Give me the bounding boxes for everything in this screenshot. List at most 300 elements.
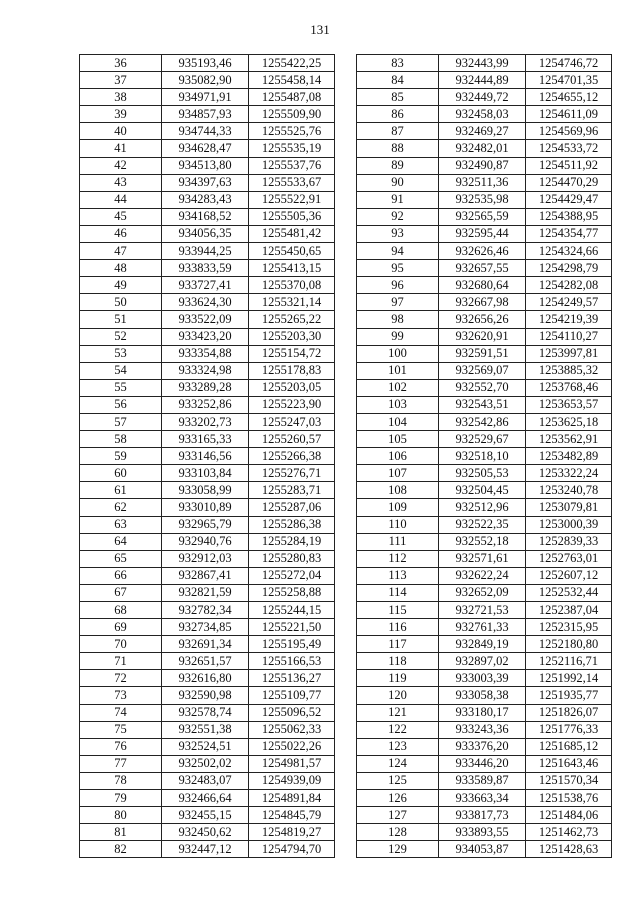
y-coordinate-cell: 1255505,36 xyxy=(249,208,335,225)
table-row xyxy=(80,106,335,123)
point-number-cell: 91 xyxy=(357,191,439,208)
point-number-cell: 61 xyxy=(80,482,162,499)
x-coordinate-cell: 934056,35 xyxy=(162,225,249,242)
point-number-cell: 67 xyxy=(80,584,162,601)
table-row xyxy=(80,311,335,328)
table-row xyxy=(357,550,612,567)
x-coordinate-cell: 934971,91 xyxy=(162,89,249,106)
y-coordinate-cell: 1255022,26 xyxy=(249,738,335,755)
x-coordinate-cell: 932511,36 xyxy=(439,174,526,191)
point-number-cell: 51 xyxy=(80,311,162,328)
point-number-cell: 108 xyxy=(357,482,439,499)
x-coordinate-cell: 932590,98 xyxy=(162,687,249,704)
x-coordinate-cell: 932616,80 xyxy=(162,670,249,687)
y-coordinate-cell: 1253079,81 xyxy=(526,499,612,516)
point-number-cell: 113 xyxy=(357,567,439,584)
y-coordinate-cell: 1252387,04 xyxy=(526,602,612,619)
x-coordinate-cell: 934283,43 xyxy=(162,191,249,208)
point-number-cell: 110 xyxy=(357,516,439,533)
table-row xyxy=(80,260,335,277)
table-row xyxy=(80,704,335,721)
x-coordinate-cell: 932505,53 xyxy=(439,465,526,482)
x-coordinate-cell: 932620,91 xyxy=(439,328,526,345)
table-row xyxy=(80,277,335,294)
x-coordinate-cell: 932569,07 xyxy=(439,362,526,379)
table-row xyxy=(80,396,335,413)
x-coordinate-cell: 933423,20 xyxy=(162,328,249,345)
y-coordinate-cell: 1255062,33 xyxy=(249,721,335,738)
point-number-cell: 103 xyxy=(357,396,439,413)
y-coordinate-cell: 1251428,63 xyxy=(526,841,612,858)
y-coordinate-cell: 1251826,07 xyxy=(526,704,612,721)
x-coordinate-cell: 933589,87 xyxy=(439,772,526,789)
x-coordinate-cell: 932524,51 xyxy=(162,738,249,755)
table-row xyxy=(357,807,612,824)
y-coordinate-cell: 1255260,57 xyxy=(249,431,335,448)
x-coordinate-cell: 932455,15 xyxy=(162,807,249,824)
point-number-cell: 75 xyxy=(80,721,162,738)
x-coordinate-cell: 933010,89 xyxy=(162,499,249,516)
y-coordinate-cell: 1251776,33 xyxy=(526,721,612,738)
point-number-cell: 44 xyxy=(80,191,162,208)
x-coordinate-cell: 933624,30 xyxy=(162,294,249,311)
x-coordinate-cell: 935193,46 xyxy=(162,55,249,72)
y-coordinate-cell: 1252532,44 xyxy=(526,584,612,601)
x-coordinate-cell: 932522,35 xyxy=(439,516,526,533)
table-row xyxy=(357,140,612,157)
point-number-cell: 106 xyxy=(357,448,439,465)
point-number-cell: 120 xyxy=(357,687,439,704)
x-coordinate-cell: 932761,33 xyxy=(439,619,526,636)
y-coordinate-cell: 1255203,05 xyxy=(249,379,335,396)
point-number-cell: 76 xyxy=(80,738,162,755)
x-coordinate-cell: 932466,64 xyxy=(162,790,249,807)
table-row xyxy=(80,328,335,345)
table-row xyxy=(357,362,612,379)
point-number-cell: 94 xyxy=(357,243,439,260)
y-coordinate-cell: 1253653,57 xyxy=(526,396,612,413)
y-coordinate-cell: 1254533,72 xyxy=(526,140,612,157)
point-number-cell: 82 xyxy=(80,841,162,858)
y-coordinate-cell: 1251484,06 xyxy=(526,807,612,824)
y-coordinate-cell: 1255370,08 xyxy=(249,277,335,294)
table-row xyxy=(80,533,335,550)
point-number-cell: 78 xyxy=(80,772,162,789)
x-coordinate-cell: 932518,10 xyxy=(439,448,526,465)
table-row xyxy=(80,841,335,858)
y-coordinate-cell: 1255522,91 xyxy=(249,191,335,208)
x-coordinate-cell: 932529,67 xyxy=(439,431,526,448)
y-coordinate-cell: 1255266,38 xyxy=(249,448,335,465)
point-number-cell: 126 xyxy=(357,790,439,807)
table-row xyxy=(80,772,335,789)
y-coordinate-cell: 1254746,72 xyxy=(526,55,612,72)
x-coordinate-cell: 932667,98 xyxy=(439,294,526,311)
point-number-cell: 68 xyxy=(80,602,162,619)
x-coordinate-cell: 932849,19 xyxy=(439,636,526,653)
y-coordinate-cell: 1254324,66 xyxy=(526,243,612,260)
x-coordinate-cell: 933893,55 xyxy=(439,824,526,841)
x-coordinate-cell: 932571,61 xyxy=(439,550,526,567)
table-row xyxy=(357,174,612,191)
table-row xyxy=(357,516,612,533)
point-number-cell: 47 xyxy=(80,243,162,260)
table-row xyxy=(80,72,335,89)
point-number-cell: 95 xyxy=(357,260,439,277)
y-coordinate-cell: 1254569,96 xyxy=(526,123,612,140)
table-row xyxy=(357,533,612,550)
x-coordinate-cell: 932443,99 xyxy=(439,55,526,72)
y-coordinate-cell: 1255481,42 xyxy=(249,225,335,242)
x-coordinate-cell: 932821,59 xyxy=(162,584,249,601)
x-coordinate-cell: 932543,51 xyxy=(439,396,526,413)
point-number-cell: 42 xyxy=(80,157,162,174)
y-coordinate-cell: 1255533,67 xyxy=(249,174,335,191)
point-number-cell: 101 xyxy=(357,362,439,379)
x-coordinate-cell: 932867,41 xyxy=(162,567,249,584)
y-coordinate-cell: 1253997,81 xyxy=(526,345,612,362)
x-coordinate-cell: 933165,33 xyxy=(162,431,249,448)
table-row xyxy=(80,482,335,499)
x-coordinate-cell: 932450,62 xyxy=(162,824,249,841)
point-number-cell: 96 xyxy=(357,277,439,294)
table-row xyxy=(80,584,335,601)
table-row xyxy=(357,584,612,601)
point-number-cell: 114 xyxy=(357,584,439,601)
y-coordinate-cell: 1255509,90 xyxy=(249,106,335,123)
point-number-cell: 64 xyxy=(80,533,162,550)
point-number-cell: 92 xyxy=(357,208,439,225)
table-row xyxy=(80,807,335,824)
point-number-cell: 83 xyxy=(357,55,439,72)
table-row xyxy=(80,790,335,807)
point-number-cell: 90 xyxy=(357,174,439,191)
table-row xyxy=(357,721,612,738)
table-row xyxy=(357,396,612,413)
table-row xyxy=(80,602,335,619)
x-coordinate-cell: 932691,34 xyxy=(162,636,249,653)
table-row xyxy=(357,157,612,174)
table-row xyxy=(357,89,612,106)
point-number-cell: 102 xyxy=(357,379,439,396)
x-coordinate-cell: 932552,18 xyxy=(439,533,526,550)
y-coordinate-cell: 1255154,72 xyxy=(249,345,335,362)
point-number-cell: 87 xyxy=(357,123,439,140)
x-coordinate-cell: 932782,34 xyxy=(162,602,249,619)
table-row xyxy=(357,379,612,396)
table-row xyxy=(357,704,612,721)
point-number-cell: 119 xyxy=(357,670,439,687)
table-row xyxy=(357,225,612,242)
page-number: 131 xyxy=(310,22,330,37)
y-coordinate-cell: 1253625,18 xyxy=(526,413,612,430)
y-coordinate-cell: 1254388,95 xyxy=(526,208,612,225)
x-coordinate-cell: 932912,03 xyxy=(162,550,249,567)
x-coordinate-cell: 933243,36 xyxy=(439,721,526,738)
point-number-cell: 41 xyxy=(80,140,162,157)
x-coordinate-cell: 933003,39 xyxy=(439,670,526,687)
x-coordinate-cell: 932502,02 xyxy=(162,755,249,772)
point-number-cell: 36 xyxy=(80,55,162,72)
y-coordinate-cell: 1255272,04 xyxy=(249,567,335,584)
y-coordinate-cell: 1252315,95 xyxy=(526,619,612,636)
point-number-cell: 93 xyxy=(357,225,439,242)
x-coordinate-cell: 932483,07 xyxy=(162,772,249,789)
table-row xyxy=(80,243,335,260)
table-row xyxy=(357,448,612,465)
x-coordinate-cell: 934397,63 xyxy=(162,174,249,191)
y-coordinate-cell: 1255258,88 xyxy=(249,584,335,601)
table-row xyxy=(357,482,612,499)
x-coordinate-cell: 934744,33 xyxy=(162,123,249,140)
point-number-cell: 77 xyxy=(80,755,162,772)
y-coordinate-cell: 1255321,14 xyxy=(249,294,335,311)
y-coordinate-cell: 1255458,14 xyxy=(249,72,335,89)
table-row xyxy=(357,72,612,89)
table-row xyxy=(357,123,612,140)
table-row xyxy=(80,448,335,465)
point-number-cell: 46 xyxy=(80,225,162,242)
table-row xyxy=(80,516,335,533)
y-coordinate-cell: 1253768,46 xyxy=(526,379,612,396)
y-coordinate-cell: 1255535,19 xyxy=(249,140,335,157)
y-coordinate-cell: 1255096,52 xyxy=(249,704,335,721)
point-number-cell: 60 xyxy=(80,465,162,482)
y-coordinate-cell: 1254354,77 xyxy=(526,225,612,242)
x-coordinate-cell: 932552,70 xyxy=(439,379,526,396)
y-coordinate-cell: 1251538,76 xyxy=(526,790,612,807)
point-number-cell: 89 xyxy=(357,157,439,174)
y-coordinate-cell: 1251685,12 xyxy=(526,738,612,755)
y-coordinate-cell: 1251462,73 xyxy=(526,824,612,841)
point-number-cell: 97 xyxy=(357,294,439,311)
table-row xyxy=(357,345,612,362)
x-coordinate-cell: 933817,73 xyxy=(439,807,526,824)
y-coordinate-cell: 1255280,83 xyxy=(249,550,335,567)
y-coordinate-cell: 1255203,30 xyxy=(249,328,335,345)
table-row xyxy=(357,208,612,225)
table-row xyxy=(80,499,335,516)
x-coordinate-cell: 932447,12 xyxy=(162,841,249,858)
y-coordinate-cell: 1253482,89 xyxy=(526,448,612,465)
point-number-cell: 52 xyxy=(80,328,162,345)
y-coordinate-cell: 1251992,14 xyxy=(526,670,612,687)
point-number-cell: 54 xyxy=(80,362,162,379)
table-row xyxy=(80,140,335,157)
point-number-cell: 37 xyxy=(80,72,162,89)
y-coordinate-cell: 1254110,27 xyxy=(526,328,612,345)
point-number-cell: 50 xyxy=(80,294,162,311)
y-coordinate-cell: 1253562,91 xyxy=(526,431,612,448)
point-number-cell: 115 xyxy=(357,602,439,619)
table-row xyxy=(80,653,335,670)
x-coordinate-cell: 933103,84 xyxy=(162,465,249,482)
point-number-cell: 128 xyxy=(357,824,439,841)
x-coordinate-cell: 932444,89 xyxy=(439,72,526,89)
point-number-cell: 38 xyxy=(80,89,162,106)
point-number-cell: 124 xyxy=(357,755,439,772)
table-row xyxy=(80,755,335,772)
table-body-right xyxy=(357,55,612,858)
y-coordinate-cell: 1255223,90 xyxy=(249,396,335,413)
point-number-cell: 104 xyxy=(357,413,439,430)
table-row xyxy=(357,431,612,448)
table-row xyxy=(80,379,335,396)
x-coordinate-cell: 933944,25 xyxy=(162,243,249,260)
y-coordinate-cell: 1255276,71 xyxy=(249,465,335,482)
y-coordinate-cell: 1255136,27 xyxy=(249,670,335,687)
y-coordinate-cell: 1255284,19 xyxy=(249,533,335,550)
x-coordinate-cell: 932656,26 xyxy=(439,311,526,328)
point-number-cell: 121 xyxy=(357,704,439,721)
y-coordinate-cell: 1254845,79 xyxy=(249,807,335,824)
table-body-left xyxy=(80,55,335,858)
point-number-cell: 79 xyxy=(80,790,162,807)
point-number-cell: 65 xyxy=(80,550,162,567)
x-coordinate-cell: 932622,24 xyxy=(439,567,526,584)
table-row xyxy=(357,294,612,311)
x-coordinate-cell: 935082,90 xyxy=(162,72,249,89)
table-row xyxy=(357,619,612,636)
x-coordinate-cell: 932651,57 xyxy=(162,653,249,670)
x-coordinate-cell: 933058,38 xyxy=(439,687,526,704)
table-row xyxy=(80,550,335,567)
table-row xyxy=(80,465,335,482)
point-number-cell: 72 xyxy=(80,670,162,687)
point-number-cell: 112 xyxy=(357,550,439,567)
table-row xyxy=(357,465,612,482)
point-number-cell: 125 xyxy=(357,772,439,789)
point-number-cell: 73 xyxy=(80,687,162,704)
y-coordinate-cell: 1254470,29 xyxy=(526,174,612,191)
x-coordinate-cell: 932626,46 xyxy=(439,243,526,260)
table-row xyxy=(357,636,612,653)
point-number-cell: 48 xyxy=(80,260,162,277)
table-row xyxy=(80,157,335,174)
y-coordinate-cell: 1254819,27 xyxy=(249,824,335,841)
table-row xyxy=(357,790,612,807)
y-coordinate-cell: 1254701,35 xyxy=(526,72,612,89)
x-coordinate-cell: 933376,20 xyxy=(439,738,526,755)
point-number-cell: 123 xyxy=(357,738,439,755)
point-number-cell: 45 xyxy=(80,208,162,225)
table-row xyxy=(80,123,335,140)
point-number-cell: 39 xyxy=(80,106,162,123)
point-number-cell: 59 xyxy=(80,448,162,465)
y-coordinate-cell: 1255487,08 xyxy=(249,89,335,106)
point-number-cell: 116 xyxy=(357,619,439,636)
table-row xyxy=(357,653,612,670)
point-number-cell: 53 xyxy=(80,345,162,362)
table-row xyxy=(80,738,335,755)
y-coordinate-cell: 1255422,25 xyxy=(249,55,335,72)
y-coordinate-cell: 1255195,49 xyxy=(249,636,335,653)
x-coordinate-cell: 934168,52 xyxy=(162,208,249,225)
table-row xyxy=(80,191,335,208)
x-coordinate-cell: 933058,99 xyxy=(162,482,249,499)
coordinates-table-right xyxy=(356,54,612,858)
x-coordinate-cell: 933446,20 xyxy=(439,755,526,772)
point-number-cell: 105 xyxy=(357,431,439,448)
point-number-cell: 117 xyxy=(357,636,439,653)
point-number-cell: 129 xyxy=(357,841,439,858)
x-coordinate-cell: 934628,47 xyxy=(162,140,249,157)
x-coordinate-cell: 933354,88 xyxy=(162,345,249,362)
y-coordinate-cell: 1255525,76 xyxy=(249,123,335,140)
point-number-cell: 70 xyxy=(80,636,162,653)
x-coordinate-cell: 933324,98 xyxy=(162,362,249,379)
y-coordinate-cell: 1252763,01 xyxy=(526,550,612,567)
table-row xyxy=(80,687,335,704)
table-row xyxy=(80,431,335,448)
table-row xyxy=(357,602,612,619)
table-row xyxy=(80,89,335,106)
y-coordinate-cell: 1254249,57 xyxy=(526,294,612,311)
y-coordinate-cell: 1251935,77 xyxy=(526,687,612,704)
y-coordinate-cell: 1255287,06 xyxy=(249,499,335,516)
table-row xyxy=(357,413,612,430)
y-coordinate-cell: 1255413,15 xyxy=(249,260,335,277)
y-coordinate-cell: 1254939,09 xyxy=(249,772,335,789)
y-coordinate-cell: 1254655,12 xyxy=(526,89,612,106)
point-number-cell: 74 xyxy=(80,704,162,721)
point-number-cell: 40 xyxy=(80,123,162,140)
table-row xyxy=(80,174,335,191)
point-number-cell: 109 xyxy=(357,499,439,516)
point-number-cell: 88 xyxy=(357,140,439,157)
point-number-cell: 111 xyxy=(357,533,439,550)
x-coordinate-cell: 932734,85 xyxy=(162,619,249,636)
table-row xyxy=(80,670,335,687)
y-coordinate-cell: 1255265,22 xyxy=(249,311,335,328)
y-coordinate-cell: 1253885,32 xyxy=(526,362,612,379)
point-number-cell: 127 xyxy=(357,807,439,824)
y-coordinate-cell: 1254794,70 xyxy=(249,841,335,858)
table-row xyxy=(80,294,335,311)
table-row xyxy=(80,225,335,242)
table-row xyxy=(80,824,335,841)
point-number-cell: 69 xyxy=(80,619,162,636)
x-coordinate-cell: 934513,80 xyxy=(162,157,249,174)
y-coordinate-cell: 1255109,77 xyxy=(249,687,335,704)
y-coordinate-cell: 1251570,34 xyxy=(526,772,612,789)
point-number-cell: 118 xyxy=(357,653,439,670)
x-coordinate-cell: 932565,59 xyxy=(439,208,526,225)
x-coordinate-cell: 934053,87 xyxy=(439,841,526,858)
point-number-cell: 84 xyxy=(357,72,439,89)
table-row xyxy=(357,841,612,858)
point-number-cell: 80 xyxy=(80,807,162,824)
x-coordinate-cell: 934857,93 xyxy=(162,106,249,123)
table-row xyxy=(80,636,335,653)
x-coordinate-cell: 932940,76 xyxy=(162,533,249,550)
x-coordinate-cell: 933522,09 xyxy=(162,311,249,328)
table-row xyxy=(357,328,612,345)
table-row xyxy=(357,567,612,584)
point-number-cell: 85 xyxy=(357,89,439,106)
point-number-cell: 62 xyxy=(80,499,162,516)
point-number-cell: 107 xyxy=(357,465,439,482)
table-row xyxy=(80,55,335,72)
y-coordinate-cell: 1253322,24 xyxy=(526,465,612,482)
table-row xyxy=(357,499,612,516)
y-coordinate-cell: 1254511,92 xyxy=(526,157,612,174)
y-coordinate-cell: 1253000,39 xyxy=(526,516,612,533)
x-coordinate-cell: 933289,28 xyxy=(162,379,249,396)
table-row xyxy=(357,755,612,772)
table-row xyxy=(80,345,335,362)
y-coordinate-cell: 1255537,76 xyxy=(249,157,335,174)
